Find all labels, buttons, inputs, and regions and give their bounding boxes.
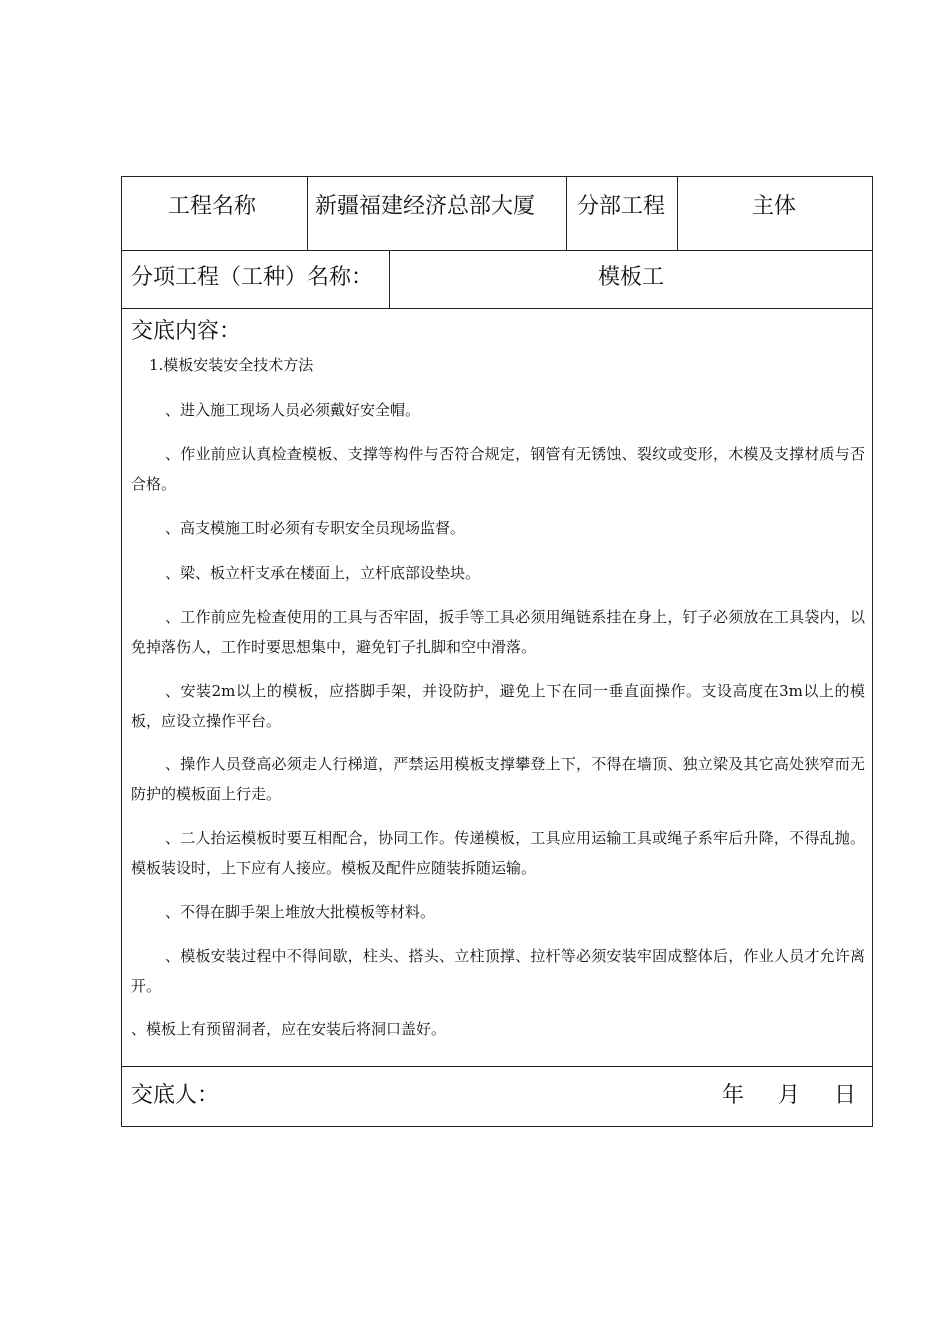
content-subheading: 1.模板安装安全技术方法 (149, 356, 314, 374)
item-value: 模板工 (598, 265, 665, 290)
item-value-cell (390, 250, 872, 308)
paragraph: 、不得在脚手架上堆放大批模板等材料。 (165, 903, 436, 921)
division-value-cell (678, 177, 872, 250)
content-heading: 交底内容： (131, 319, 242, 344)
paragraph: 、高支模施工时必须有专职安全员现场监督。 (165, 519, 466, 537)
project-label-cell (122, 177, 308, 250)
project-name: 新疆福建经济总部大厦 (315, 194, 536, 219)
presenter-label: 交底人： (131, 1083, 220, 1108)
disclosure-form (121, 176, 873, 1127)
item-row (122, 250, 872, 309)
division-label-cell (567, 177, 678, 250)
division-label: 分部工程 (577, 194, 666, 219)
month-label: 月 (778, 1083, 801, 1108)
project-label: 工程名称 (168, 194, 257, 219)
project-row (122, 177, 872, 251)
item-label-cell (122, 250, 390, 308)
year-label: 年 (722, 1083, 745, 1108)
paragraph: 、模板上有预留洞者，应在安装后将洞口盖好。 (131, 1020, 447, 1038)
item-label: 分项工程（工种）名称： (131, 265, 374, 290)
day-label: 日 (834, 1083, 857, 1108)
paragraph: 、梁、板立杆支承在楼面上，立杆底部设垫块。 (165, 564, 481, 582)
paragraph: 、工作前应先检查使用的工具与否牢固，扳手等工具必须用绳链系挂在身上，钉子必须放在工具袋内，以免掉落伤人，工作时要思想集中，避免钉子扎脚和空中滑落。 (131, 608, 865, 656)
paragraph: 、模板安装过程中不得间歇，柱头、搭头、立柱顶撑、拉杆等必须安装牢固成整体后，作业人员才允许离开。 (131, 947, 865, 995)
project-name-cell (308, 177, 567, 250)
disclosure-content (122, 308, 872, 1067)
paragraph: 、安装2m以上的模板，应搭脚手架，并设防护，避免上下在同一垂直面操作。支设高度在3m以上的模板，应设立操作平台。 (131, 682, 865, 730)
division-value: 主体 (752, 194, 797, 219)
signature-row (122, 1066, 872, 1126)
paragraph: 、操作人员登高必须走人行梯道，严禁运用模板支撑攀登上下，不得在墙顶、独立梁及其它高处狭窄而无防护的模板面上行走。 (131, 755, 865, 803)
paragraph: 、二人抬运模板时要互相配合，协同工作。传递模板，工具应用运输工具或绳子系牢后升降，不得乱抛。模板装设时，上下应有人接应。模板及配件应随装拆随运输。 (131, 829, 865, 877)
paragraph: 、进入施工现场人员必须戴好安全帽。 (165, 401, 421, 419)
paragraph: 、作业前应认真检查模板、支撑等构件与否符合规定，钢管有无锈蚀、裂纹或变形，木模及支撑材质与否合格。 (131, 445, 865, 493)
